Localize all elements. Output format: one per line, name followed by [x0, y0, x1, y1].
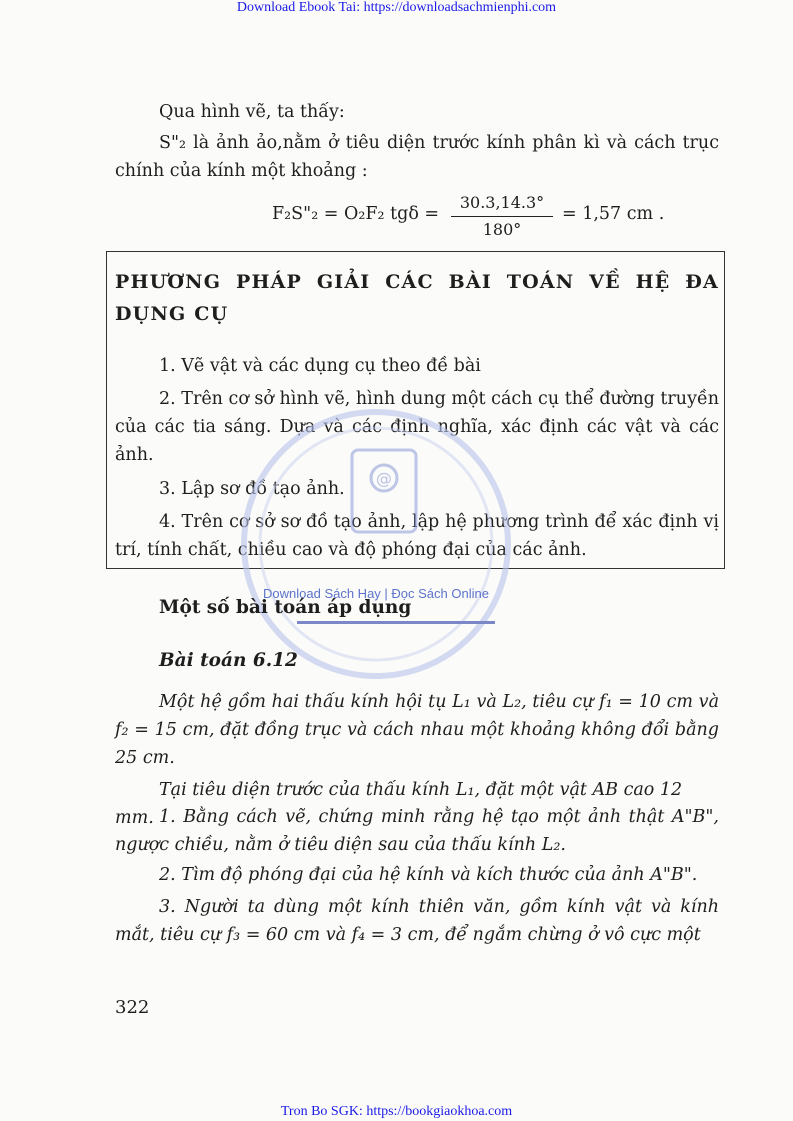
formula-lhs: F₂S"₂ = O₂F₂ tgδ =	[272, 204, 440, 224]
watermark-logo	[240, 408, 512, 680]
heading-underline	[297, 621, 495, 624]
fraction-bar	[451, 216, 553, 217]
intro-text: Qua hình vẽ, ta thấy:	[159, 102, 345, 122]
method-step-3: 3. Lập sơ đồ tạo ảnh.	[159, 479, 345, 499]
formula-numerator: 30.3,14.3°	[459, 193, 545, 212]
header-download-link[interactable]: Download Ebook Tai: https://downloadsachmienphi.com	[236, 0, 557, 15]
formula-denominator: 180°	[482, 220, 522, 239]
intro-line	[115, 98, 719, 126]
formula	[272, 192, 672, 242]
formula-fraction	[451, 192, 553, 241]
method-step-4: 4. Trên cơ sở sơ đồ tạo ảnh, lập hệ phương trình để xác định vị trí, tính chất, chiều cao và độ phóng đại của các ảnh.	[115, 512, 719, 560]
problem-question-1: 1. Bằng cách vẽ, chứng minh rằng hệ tạo một ảnh thật A"B", ngược chiều, nằm ở tiêu diện sau của thấu kính L₂.	[115, 807, 719, 855]
formula-rhs: = 1,57 cm .	[562, 204, 665, 224]
problem-title: Bài toán 6.12	[159, 650, 298, 671]
problem-question-3: 3. Người ta dùng một kính thiên văn, gồm kính vật và kính mắt, tiêu cự f₃ = 60 cm và f₄ = 3 cm, để ngắm chừng ở vô cực một	[115, 897, 719, 945]
problem-paragraph-2: Tại tiêu diện trước của thấu kính L₁, đặt một vật AB cao 12 mm.	[115, 780, 683, 828]
problem-paragraph-1: Một hệ gồm hai thấu kính hội tụ L₁ và L₂, tiêu cự f₁ = 10 cm và f₂ = 15 cm, đặt đồng trục và cách nhau một khoảng không đổi bằng 25 cm.	[115, 692, 719, 768]
page-number: 322	[115, 997, 150, 1018]
method-box-title: PHƯƠNG PHÁP GIẢI CÁC BÀI TOÁN VỀ HỆ ĐA DỤNG CỤ	[115, 271, 719, 325]
watermark-text: Download Sách Hay | Đọc Sách Online	[263, 586, 489, 601]
footer-sgk-link[interactable]: Tron Bo SGK: https://bookgiaokhoa.com	[280, 1104, 513, 1119]
intro-paragraph: S"₂ là ảnh ảo,nằm ở tiêu diện trước kính phân kì và cách trục chính của kính một khoảng :	[115, 133, 719, 181]
method-step-1: 1. Vẽ vật và các dụng cụ theo đề bài	[159, 356, 481, 376]
method-step-2: 2. Trên cơ sở hình vẽ, hình dung một cách cụ thể đường truyền của các tia sáng. Dựa và các định nghĩa, xác định các vật và các ảnh.	[115, 389, 719, 465]
svg-text:@: @	[376, 469, 392, 488]
section-heading: Một số bài toán áp dụng	[159, 597, 412, 618]
problem-question-2: 2. Tìm độ phóng đại của hệ kính và kích thước của ảnh A"B".	[159, 865, 698, 885]
